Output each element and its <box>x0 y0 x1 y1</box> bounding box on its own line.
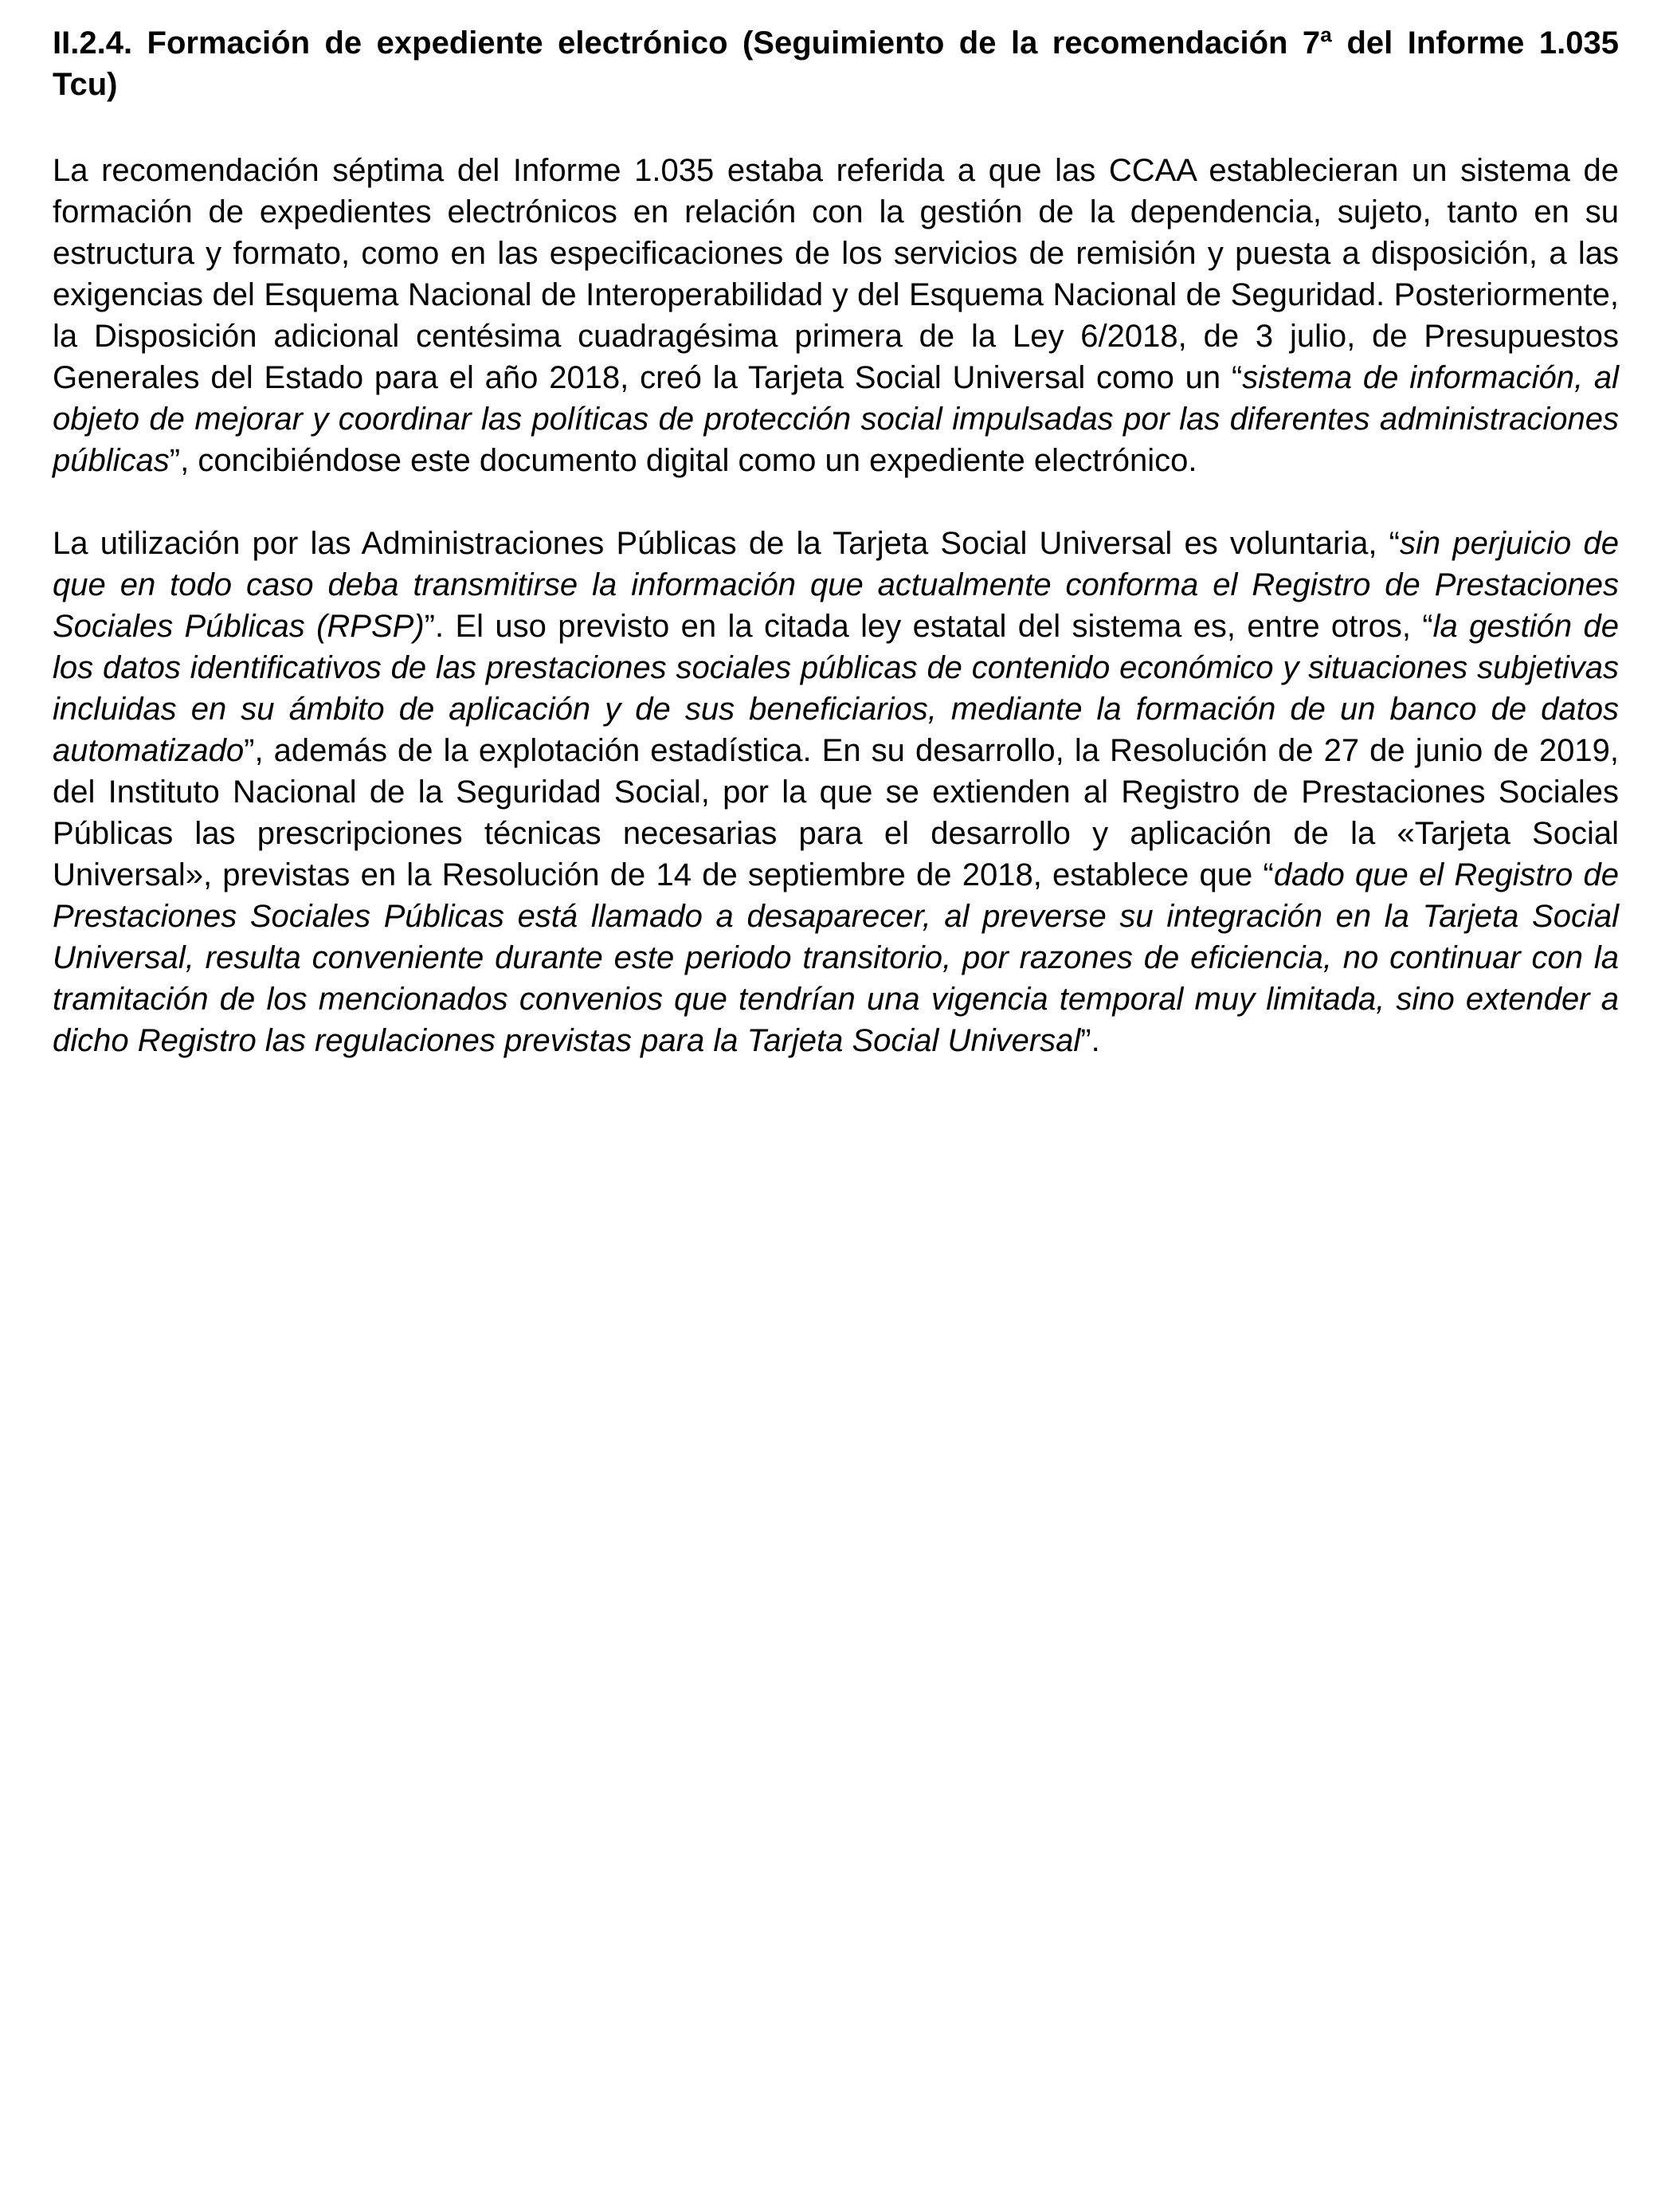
section-heading: II.2.4. Formación de expediente electrónico (Seguimiento de la recomendación 7ª del Informe 1.035 Tcu) <box>53 25 1619 102</box>
body-text: ”. <box>1080 1023 1100 1058</box>
body-text: La recomendación séptima del Informe 1.035 estaba referida a que las CCAA establecieran un sistema de formación de expedientes electrónicos en relación con la gestión de la dependencia, sujeto, tanto en su estructura y formato, como en las especificaciones de los servicios de remisión y puesta a disposición, a las exigencias del Esquema Nacional de Interoperabilidad y del Esquema Nacional de Seguridad. Posteriormente, la Disposición adicional centésima cuadragésima primera de la Ley 6/2018, de 3 julio, de Presupuestos Generales del Estado para el año 2018, creó la Tarjeta Social Universal como un “ <box>53 153 1619 395</box>
quoted-text: sin perjuicio de que en todo caso deba transmitirse la información que actualmente conforma el Registro de Prestaciones Sociales Públicas (RPSP) <box>53 526 1619 644</box>
body-text: ”, concibiéndose este documento digital como un expediente electrónico. <box>169 443 1197 478</box>
quoted-text: dado que el Registro de Prestaciones Sociales Públicas está llamado a desaparecer, al preverse su integración en la Tarjeta Social Universal, resulta conveniente durante este periodo transitorio, por razones de eficiencia, no continuar con la tramitación de los mencionados convenios que tendrían una vigencia temporal muy limitada, sino extender a dicho Registro las regulaciones previstas para la Tarjeta Social Universal <box>53 857 1620 1058</box>
body-text: La utilización por las Administraciones Públicas de la Tarjeta Social Universal es voluntaria, “ <box>53 526 1400 561</box>
paragraph <box>53 150 1619 481</box>
quoted-text: la gestión de los datos identificativos de las prestaciones sociales públicas de contenido económico y situaciones subjetivas incluidas en su ámbito de aplicación y de sus beneficiarios, mediante la formación de un banco de datos automatizado <box>53 609 1619 768</box>
body-text: ”. El uso previsto en la citada ley estatal del sistema es, entre otros, “ <box>424 609 1433 644</box>
quoted-text: sistema de información, al objeto de mejorar y coordinar las políticas de protección social impulsadas por las diferentes administraciones públicas <box>53 360 1619 478</box>
document-page <box>53 22 1619 1061</box>
body-text: ”, además de la explotación estadística. En su desarrollo, la Resolución de 27 de junio de 2019, del Instituto Nacional de la Seguridad Social, por la que se extienden al Registro de Prestaciones Sociales Públicas las prescripciones técnicas necesarias para el desarrollo y aplicación de la «Tarjeta Social Universal», previstas en la Resolución de 14 de septiembre de 2018, establece que “ <box>53 733 1619 892</box>
paragraph <box>53 523 1619 1061</box>
